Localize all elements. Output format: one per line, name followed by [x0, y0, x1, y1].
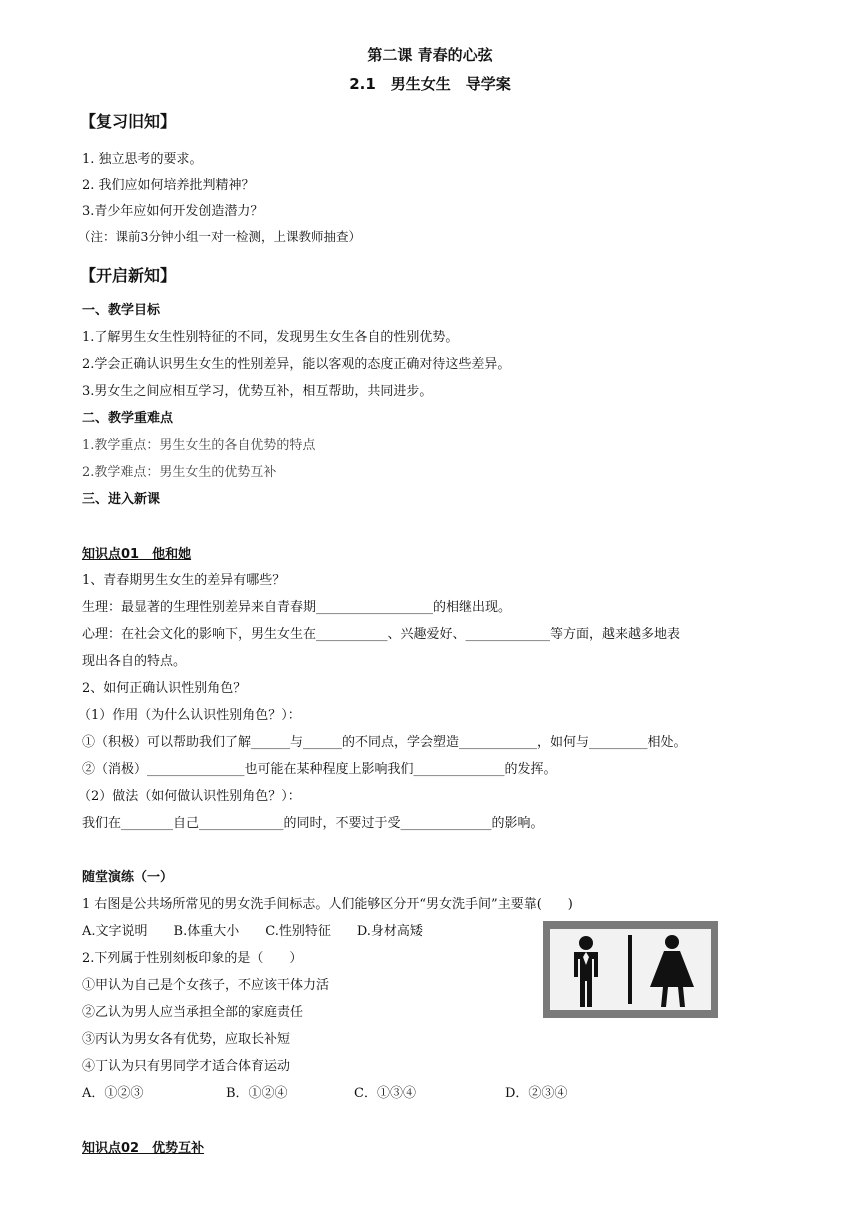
- goal-item: 1.了解男生女生性别特征的不同，发现男生女生各自的性别优势。: [82, 330, 459, 345]
- new-knowledge-heading: 【开启新知】: [80, 266, 177, 285]
- kp1-question: 1、青春期男生女生的差异有哪些？: [82, 573, 286, 588]
- practice-question: 1 右图是公共场所常见的男女洗手间标志。人们能够区分开“男女洗手间”主要靠( ): [82, 897, 573, 912]
- kp1-line: 我们在________自己_____________的同时，不要过于受______________的影响。: [82, 816, 544, 831]
- kp1-line: ②（消极）_______________也可能在某种程度上影响我们______________的发挥。: [82, 762, 557, 777]
- page-title: 第二课 青春的心弦: [367, 46, 493, 64]
- kp1-title: 知识点01 他和她: [82, 547, 192, 562]
- kp1-question: 2、如何正确认识性别角色？: [82, 681, 247, 696]
- review-note: （注：课前3分钟小组一对一检测，上课教师抽查）: [78, 229, 361, 244]
- kp1-line: 现出各自的特点。: [82, 654, 187, 669]
- kp2-title: 知识点02 优势互补: [82, 1141, 205, 1156]
- kp1-line: 心理：在社会文化的影响下，男生女生在___________、兴趣爱好、_____________等方面，越来越多地表: [82, 627, 681, 642]
- review-item: 3.青少年应如何开发创造潜力？: [82, 204, 264, 219]
- practice-item: ③丙认为男女各有优势，应取长补短: [82, 1032, 291, 1047]
- practice-options: A.文字说明 B.体重大小 C.性别特征 D.身材高矮: [82, 924, 423, 939]
- practice-item: ①甲认为自己是个女孩子，不应该干体力活: [82, 978, 330, 993]
- practice-option: C．①③④: [354, 1086, 416, 1101]
- practice-item: ②乙认为男人应当承担全部的家庭责任: [82, 1005, 304, 1020]
- key-point: 2.教学难点：男生女生的优势互补: [82, 465, 277, 480]
- practice-heading: 随堂演练（一）: [82, 870, 174, 885]
- goal-item: 3.男女生之间应相互学习，优势互补，相互帮助，共同进步。: [82, 384, 433, 399]
- goal-item: 2.学会正确认识男生女生的性别差异，能以客观的态度正确对待这些差异。: [82, 357, 511, 372]
- practice-question: 2.下列属于性别刻板印象的是（ ）: [82, 951, 303, 966]
- kp1-line: 生理：最显著的生理性别差异来自青春期__________________的相继出现。: [82, 600, 512, 615]
- kp1-line: ①（积极）可以帮助我们了解______与______的不同点，学会塑造____________，如何与_________相处。: [82, 735, 687, 750]
- review-heading: 【复习旧知】: [80, 112, 177, 131]
- key-point: 1.教学重点：男生女生的各自优势的特点: [82, 438, 316, 453]
- kp1-line: （1）作用（为什么认识性别角色？）：: [78, 708, 301, 723]
- practice-option: A．①②③: [82, 1086, 144, 1101]
- practice-option: D．②③④: [505, 1086, 568, 1101]
- restroom-sign-icon: [550, 929, 711, 1010]
- practice-option: B．①②④: [226, 1086, 288, 1101]
- male-figure-icon: [574, 936, 598, 1007]
- review-item: 1. 独立思考的要求。: [82, 152, 203, 167]
- goals-heading: 一、教学目标: [82, 303, 161, 318]
- practice-item: ④丁认为只有男同学才适合体育运动: [82, 1059, 291, 1074]
- restroom-sign-image: [543, 921, 718, 1018]
- page-subtitle: 2.1 男生女生 导学案: [349, 75, 511, 93]
- enter-heading: 三、进入新课: [82, 492, 161, 507]
- key-heading: 二、教学重难点: [82, 411, 174, 426]
- review-item: 2. 我们应如何培养批判精神？: [82, 178, 255, 193]
- kp1-line: （2）做法（如何做认识性别角色？）：: [78, 789, 301, 804]
- female-figure-icon: [650, 935, 694, 1007]
